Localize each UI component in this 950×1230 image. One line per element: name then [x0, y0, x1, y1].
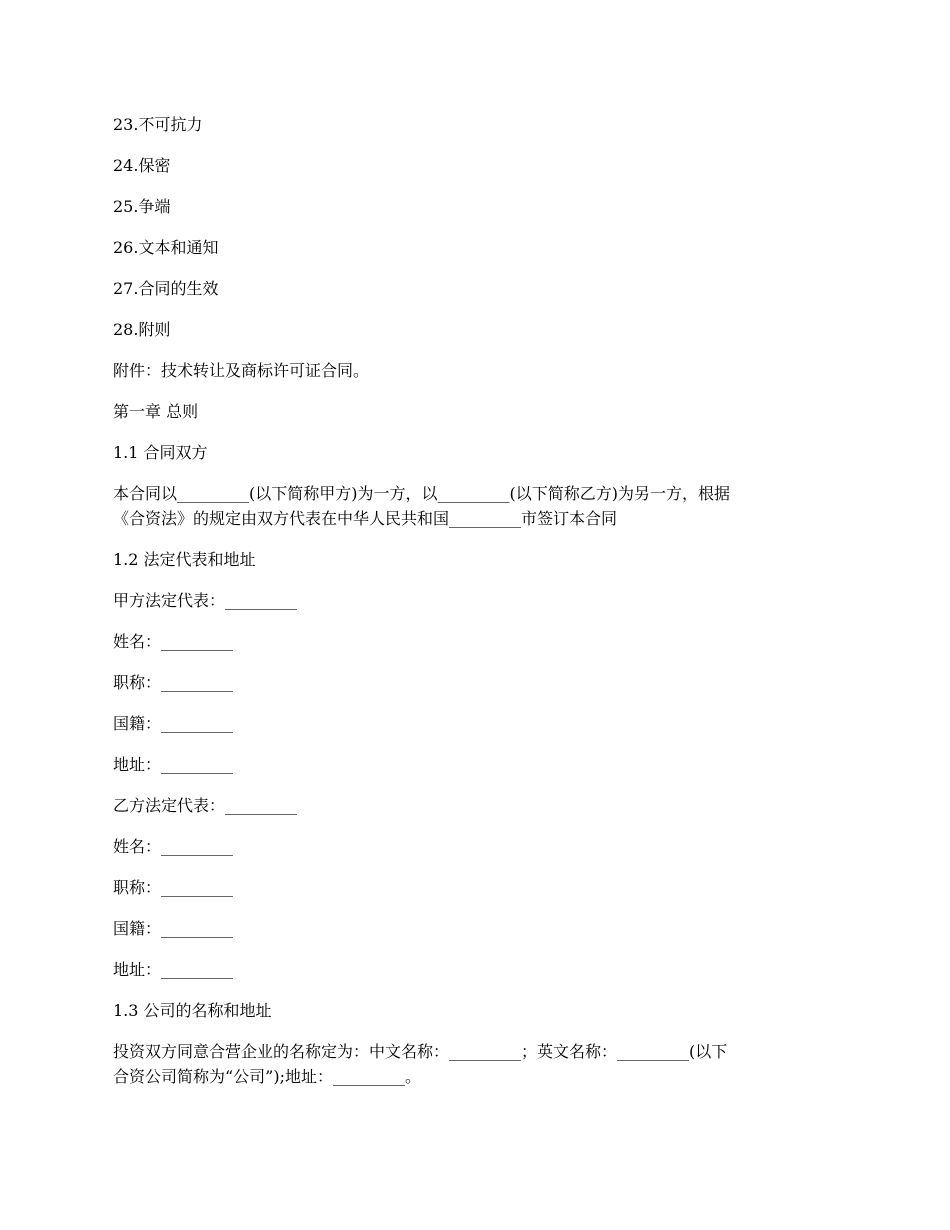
party-b-address: 地址：_________: [113, 960, 234, 979]
toc-item-26: 26.文本和通知: [113, 238, 219, 257]
toc-item-23: 23.不可抗力: [113, 115, 203, 134]
party-a-name: 姓名：_________: [113, 632, 234, 651]
section-1-1-line-1: 本合同以_________(以下简称甲方)为一方，以_________(以下简称乙方)为另一方，根据: [113, 484, 730, 503]
section-1-1-title: 1.1 合同双方: [113, 443, 208, 462]
section-1-1-line-2: 《合资法》的规定由双方代表在中华人民共和国_________市签订本合同: [113, 509, 618, 528]
party-b-title: 职称：_________: [113, 878, 234, 897]
section-1-3-paragraph: [113, 1039, 833, 1089]
section-1-3-line-2: 合资公司简称为“公司”);地址：_________。: [113, 1067, 421, 1086]
party-a-nationality: 国籍：_________: [113, 714, 234, 733]
section-1-2-title: 1.2 法定代表和地址: [113, 550, 256, 569]
party-b-nationality: 国籍：_________: [113, 919, 234, 938]
section-1-3-title: 1.3 公司的名称和地址: [113, 1001, 272, 1020]
party-a-representative: 甲方法定代表：_________: [113, 591, 298, 610]
section-1-3-line-1: 投资双方同意合营企业的名称定为：中文名称：_________；英文名称：_________(以下: [113, 1042, 728, 1061]
toc-item-28: 28.附则: [113, 320, 171, 339]
party-b-name: 姓名：_________: [113, 837, 234, 856]
toc-item-25: 25.争端: [113, 197, 171, 216]
toc-item-27: 27.合同的生效: [113, 279, 219, 298]
chapter-1-title: 第一章 总则: [113, 402, 199, 421]
attachment-line: 附件：技术转让及商标许可证合同。: [113, 361, 370, 380]
party-a-address: 地址：_________: [113, 755, 234, 774]
toc-item-24: 24.保密: [113, 156, 171, 175]
section-1-1-paragraph: [113, 481, 833, 531]
document-page: [113, 112, 833, 1105]
party-a-title: 职称：_________: [113, 673, 234, 692]
party-b-representative: 乙方法定代表：_________: [113, 796, 298, 815]
